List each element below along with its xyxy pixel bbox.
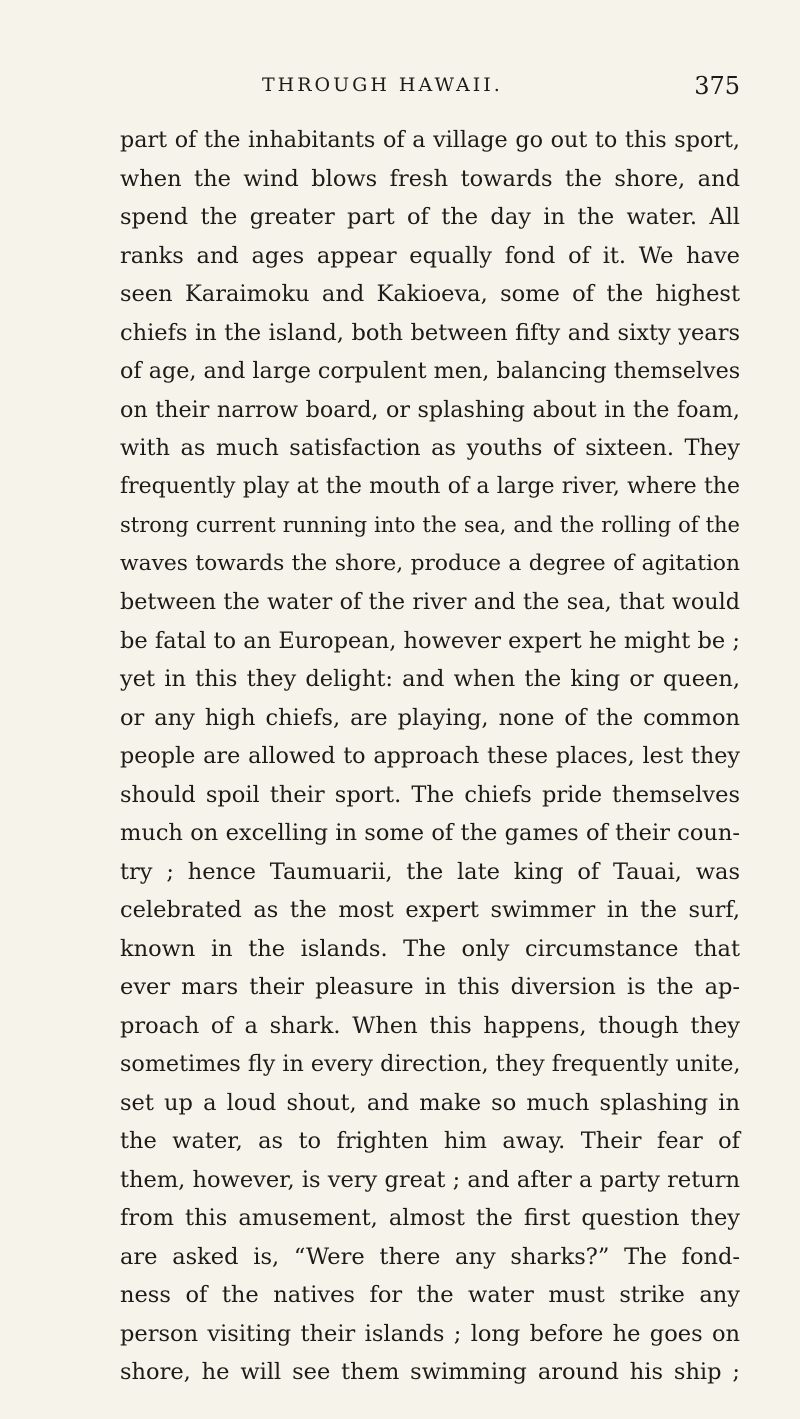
running-title: THROUGH HAWAII. (262, 74, 503, 96)
text-line: sometimes fly in every direction, they frequently unite, (120, 1051, 741, 1077)
body-text (120, 121, 740, 1392)
text-line: of age, and large corpulent men, balancing themselves (120, 358, 741, 384)
text-line: or any high chiefs, are playing, none of the common (120, 704, 740, 731)
text-line: set up a loud shout, and make so much splashing in (120, 1089, 740, 1116)
text-line: ever mars their pleasure in this diversion is the ap- (120, 974, 740, 1000)
text-line: seen Karaimoku and Kakioeva, some of the highest (120, 281, 740, 307)
text-line: shore, he will see them swimming around his ship ; (120, 1359, 740, 1385)
text-line: be fatal to an European, however expert he might be ; (120, 627, 740, 654)
text-line: people are allowed to approach these places, lest they (120, 743, 740, 769)
text-line: frequently play at the mouth of a large river, where the (120, 473, 740, 499)
text-line: person visiting their islands ; long before he goes on (120, 1320, 740, 1347)
text-line: try ; hence Taumuarii, the late king of Tauai, was (120, 858, 740, 885)
running-head (120, 72, 740, 106)
text-line: yet in this they delight: and when the king or queen, (120, 666, 740, 692)
text-line: waves towards the shore, produce a degree of agitation (120, 550, 740, 576)
text-line: spend the greater part of the day in the water. All (120, 204, 740, 230)
text-line: part of the inhabitants of a village go out to this sport, (120, 127, 740, 153)
text-line: much on excelling in some of the games of their coun- (120, 820, 740, 846)
text-line: ranks and ages appear equally fond of it. We have (120, 242, 740, 269)
text-line: between the water of the river and the sea, that would (120, 589, 740, 615)
text-line: should spoil their sport. The chiefs pride themselves (120, 781, 740, 808)
text-line: chiefs in the island, both between fifty and sixty years (120, 319, 740, 346)
text-line: on their narrow board, or splashing about in the foam, (120, 396, 740, 423)
text-line: proach of a shark. When this happens, though they (120, 1012, 740, 1039)
text-line: celebrated as the most expert swimmer in the surf, (120, 897, 740, 923)
text-line: the water, as to frighten him away. Their fear of (120, 1128, 740, 1154)
text-line: known in the islands. The only circumstance that (120, 935, 740, 962)
text-line: from this amusement, almost the first question they (120, 1205, 740, 1231)
text-line: them, however, is very great ; and after a party return (120, 1166, 740, 1193)
text-line: with as much satisfaction as youths of sixteen. They (120, 435, 740, 461)
text-line: are asked is, “Were there any sharks?” The fond- (120, 1243, 740, 1270)
text-line: strong current running into the sea, and the rolling of the (120, 513, 740, 537)
text-line: ness of the natives for the water must strike any (120, 1282, 740, 1308)
page-number: 375 (694, 72, 740, 100)
text-line: when the wind blows fresh towards the shore, and (120, 165, 740, 192)
